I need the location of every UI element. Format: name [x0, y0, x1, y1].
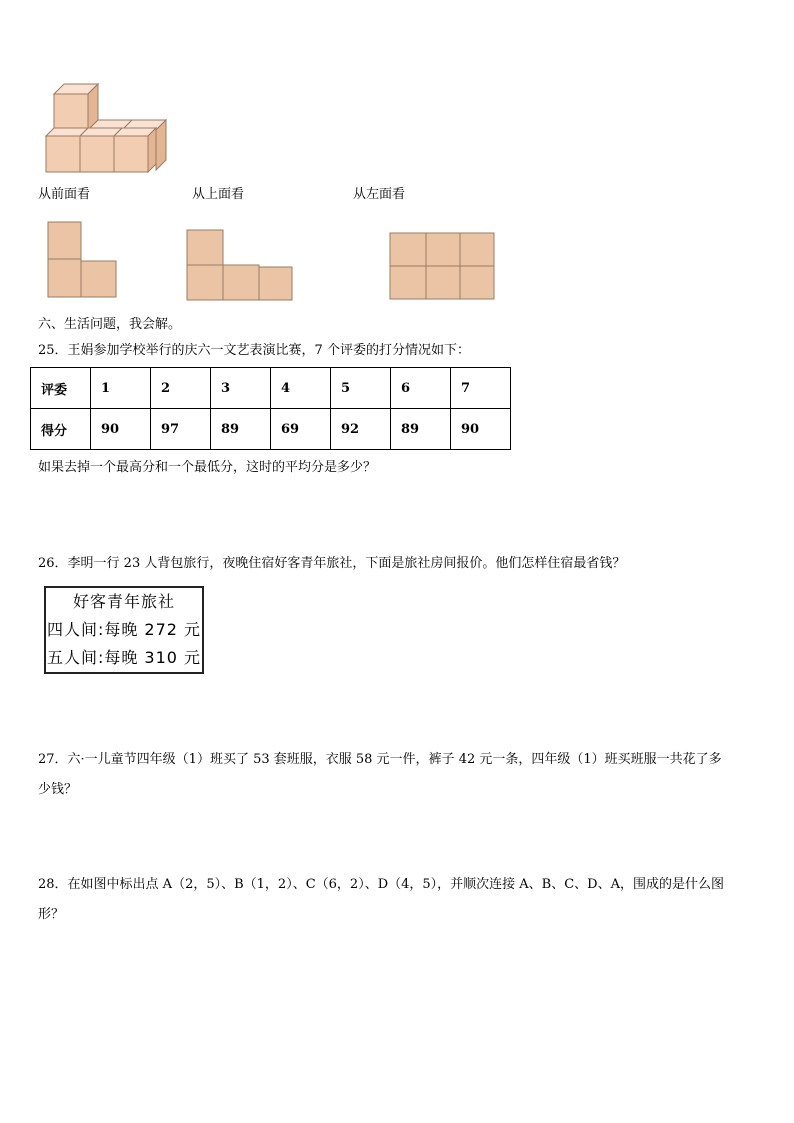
table-cell: 6: [391, 368, 451, 409]
table-cell: 3: [211, 368, 271, 409]
table-cell: 92: [331, 409, 391, 450]
table-cell: 1: [91, 368, 151, 409]
section-heading: 六、生活问题，我会解。: [38, 317, 182, 332]
table-cell: 89: [391, 409, 451, 450]
sign-line-five-person: 五人间:每晚 310 元: [46, 648, 202, 667]
table-cell: 4: [271, 368, 331, 409]
left-view-label: 从左面看: [353, 187, 406, 202]
q27-text-line2: 少钱？: [38, 782, 78, 797]
q25-question: 如果去掉一个最高分和一个最低分，这时的平均分是多少？: [38, 460, 377, 475]
table-cell: 得分: [31, 409, 91, 450]
front-view-figure: [46, 220, 120, 300]
table-cell: 69: [271, 409, 331, 450]
table-cell: 2: [151, 368, 211, 409]
table-cell: 89: [211, 409, 271, 450]
table-row: [31, 368, 511, 409]
sign-line-four-person: 四人间:每晚 272 元: [46, 620, 202, 639]
top-view-label: 从上面看: [192, 187, 245, 202]
sign-title: 好客青年旅社: [72, 592, 175, 611]
top-view-figure: [185, 228, 295, 302]
table-cell: 5: [331, 368, 391, 409]
left-view-figure: [388, 231, 498, 303]
table-cell: 90: [451, 409, 511, 450]
score-table: [30, 367, 511, 450]
q26-text: 26．李明一行 23 人背包旅行，夜晚住宿好客青年旅社，下面是旅社房间报价。他们怎样住宿最省钱？: [38, 556, 626, 571]
cube-stack-figure: [40, 80, 175, 175]
table-cell: 7: [451, 368, 511, 409]
table-row: [31, 409, 511, 450]
q25-text: 25．王娟参加学校举行的庆六一文艺表演比赛，7 个评委的打分情况如下：: [38, 343, 470, 358]
table-cell: 评委: [31, 368, 91, 409]
q27-text-line1: 27．六·一儿童节四年级（1）班买了 53 套班服，衣服 58 元一件，裤子 42 元一条，四年级（1）班买班服一共花了多: [38, 752, 722, 767]
hostel-price-sign: [44, 586, 204, 674]
q28-text-line1: 28．在如图中标出点 A（2，5）、B（1，2）、C（6，2）、D（4，5），并顺次连接 A、B、C、D、A，围成的是什么图: [38, 877, 724, 892]
table-cell: 97: [151, 409, 211, 450]
table-cell: 90: [91, 409, 151, 450]
q28-text-line2: 形？: [38, 907, 65, 922]
front-view-label: 从前面看: [38, 187, 91, 202]
